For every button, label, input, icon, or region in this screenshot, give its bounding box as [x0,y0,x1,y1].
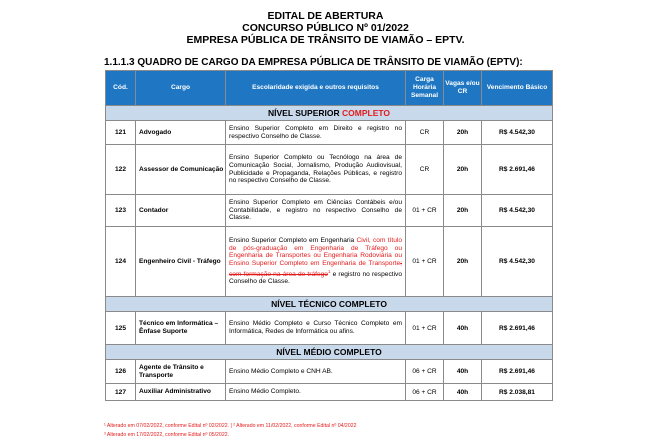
cell-cod: 125 [106,312,136,345]
cell-vacancies: 40h [444,360,482,384]
col-header-requirements: Escolaridade exigida e outros requisitos [226,71,406,106]
level-label-medio: NÍVEL MÉDIO COMPLETO [106,345,553,360]
cell-cargo: Assessor de Comunicação [136,145,226,195]
positions-table [105,70,553,401]
cell-cod: 127 [106,384,136,401]
level-row-superior [106,106,553,121]
col-header-workload: Carga Horária Semanal [406,71,444,106]
cell-requirements: Ensino Superior Completo em Direito e registro no respectivo Conselho de Classe. [226,121,406,145]
header-line-2: CONCURSO PÚBLICO Nº 01/2022 [242,22,409,34]
req-part-b-amended: Civil, com título de pós-graduação em Engenharia de Tráfego ou Engenharia de Transportes ou Engenharia Rodoviária ou Ensino Superior Completo em Engenharia de Transporte [229,237,402,267]
cell-cargo: Advogado [136,121,226,145]
table-header-row [106,71,553,106]
document-header [0,10,651,46]
level-row-tecnico [106,297,553,312]
col-header-salary: Vencimento Básico [482,71,553,106]
cell-requirements [226,227,406,297]
req-part-c-struck: ; com formação na área de tráfego [229,259,402,278]
cell-salary: R$ 2.038,81 [482,384,553,401]
cell-workload: CR [406,121,444,145]
table-row [106,121,553,145]
cell-requirements: Ensino Superior Completo em Ciências Contábeis e/ou Contabilidade, e registro no respectivo Conselho de Classe. [226,195,406,227]
table-row [106,145,553,195]
cell-salary: R$ 4.542,30 [482,195,553,227]
table-row [106,227,553,297]
level-row-medio [106,345,553,360]
table-row [106,312,553,345]
cell-cod: 122 [106,145,136,195]
col-header-cargo: Cargo [136,71,226,106]
cell-vacancies: 20h [444,227,482,297]
cell-requirements: Ensino Médio Completo e CNH AB. [226,360,406,384]
cell-cargo: Contador [136,195,226,227]
level-superior-red-text: COMPLETO [342,108,391,118]
cell-workload: 06 + CR [406,384,444,401]
cell-vacancies: 20h [444,121,482,145]
col-header-vacancies: Vagas e/ou CR [444,71,482,106]
section-title: 1.1.1.3 QUADRO DE CARGO DA EMPRESA PÚBLICA DE TRÂNSITO DE VIAMÃO (EPTV): [104,57,523,68]
footnote-marker: 1 [327,268,331,274]
col-header-cod: Cód. [106,71,136,106]
footnote-2: ³ Alterado em 17/02/2022, conforme Edital nº 05/2022. [104,432,230,438]
cell-salary: R$ 4.542,30 [482,121,553,145]
cell-cargo: Técnico em Informática – Ênfase Suporte [136,312,226,345]
cell-cod: 123 [106,195,136,227]
cell-cod: 126 [106,360,136,384]
header-line-1: EDITAL DE ABERTURA [267,10,384,22]
req-part-a: Ensino Superior Completo em Engenharia [229,237,357,245]
cell-workload: CR [406,145,444,195]
table-row [106,384,553,401]
footnote-1: ¹ Alterado em 07/02/2022, conforme Edital nº 02/2022. | ² Alterado em 11/02/2022, conforme Edital nº 04/2022 [104,423,357,429]
cell-cargo: Engenheiro Civil - Tráfego [136,227,226,297]
table-row [106,195,553,227]
cell-requirements: Ensino Médio Completo e Curso Técnico Completo em Informática, Redes de Informática ou afins. [226,312,406,345]
header-line-3: EMPRESA PÚBLICA DE TRÂNSITO DE VIAMÃO – EPTV. [186,34,465,46]
cell-vacancies: 40h [444,312,482,345]
cell-workload: 06 + CR [406,360,444,384]
cell-cod: 124 [106,227,136,297]
cell-vacancies: 40h [444,384,482,401]
cell-salary: R$ 4.542,30 [482,227,553,297]
cell-requirements: Ensino Superior Completo ou Tecnólogo na área de Comunicação Social, Jornalismo, Produção Audiovisual, Publicidade e Propaganda, Relações Públicas, e registro no respectivo Conselho de Classe. [226,145,406,195]
cell-requirements: Ensino Médio Completo. [226,384,406,401]
cell-workload: 01 + CR [406,312,444,345]
level-superior-text: NÍVEL SUPERIOR [267,108,340,118]
table-row [106,360,553,384]
cell-salary: R$ 2.691,46 [482,312,553,345]
cell-salary: R$ 2.691,46 [482,360,553,384]
cell-workload: 01 + CR [406,195,444,227]
cell-cod: 121 [106,121,136,145]
req-part-d: e registro no respectivo Conselho de Classe. [229,270,402,286]
cell-workload: 01 + CR [406,227,444,297]
cell-cargo: Auxiliar Administrativo [136,384,226,401]
level-label-superior [106,106,553,121]
cell-vacancies: 20h [444,195,482,227]
cell-cargo: Agente de Trânsito e Transporte [136,360,226,384]
cell-vacancies: 20h [444,145,482,195]
cell-salary: R$ 2.691,46 [482,145,553,195]
level-label-tecnico: NÍVEL TÉCNICO COMPLETO [106,297,553,312]
